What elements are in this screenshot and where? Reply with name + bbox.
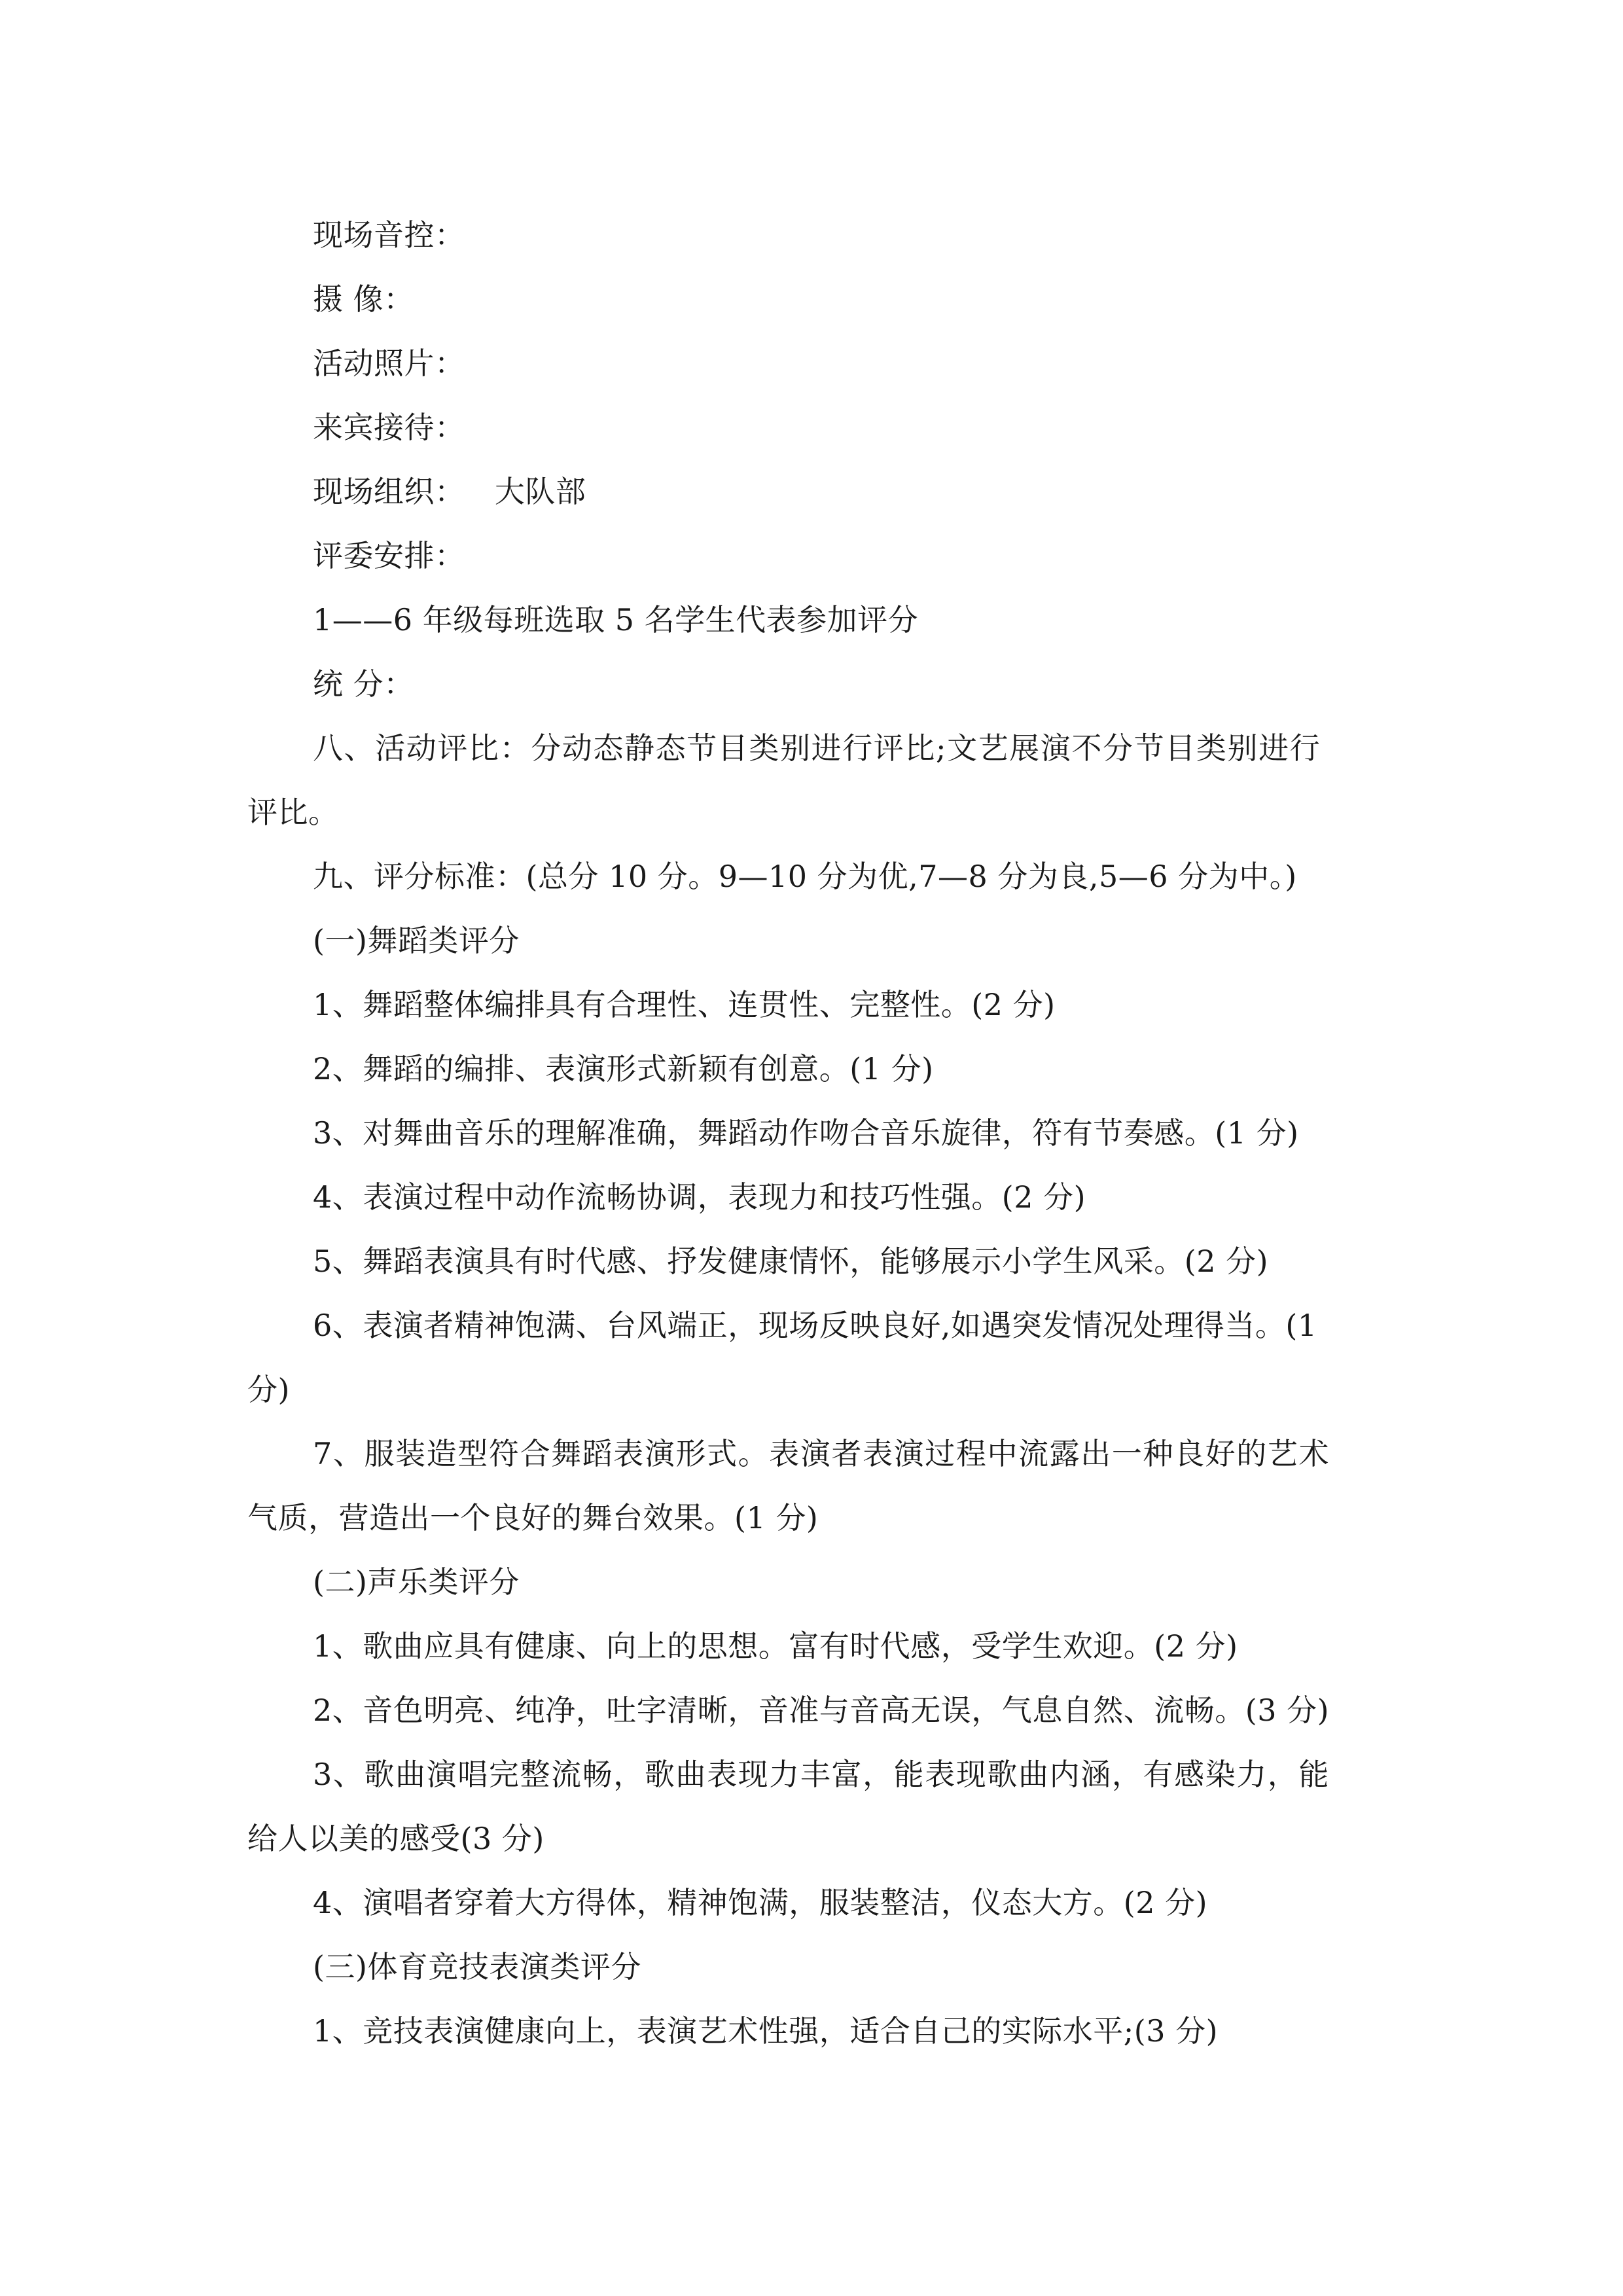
- vocal-criterion-4: 4、演唱者穿着大方得体，精神饱满，服装整洁，仪态大方。(2 分): [313, 1885, 1208, 1920]
- section-nine-heading: 九、评分标准：(总分 10 分。9—10 分为优,7—8 分为良,5—6 分为中。): [313, 859, 1297, 894]
- vocal-criterion-3: 3、歌曲演唱完整流畅，歌曲表现力丰富，能表现歌曲内涵，有感染力，能: [313, 1757, 1330, 1792]
- line-organization: 现场组织： 大队部: [313, 474, 586, 509]
- subsection-sports-title: (三)体育竞技表演类评分: [313, 1949, 641, 1984]
- line-audio-control: 现场音控：: [313, 217, 465, 253]
- dance-criterion-2: 2、舞蹈的编排、表演形式新颖有创意。(1 分): [313, 1051, 934, 1086]
- document-body: [247, 203, 1381, 2063]
- dance-criterion-7-continued: 气质，营造出一个良好的舞台效果。(1 分): [247, 1500, 819, 1535]
- sports-criterion-1: 1、竞技表演健康向上，表演艺术性强，适合自己的实际水平;(3 分): [313, 2013, 1219, 2049]
- line-photos: 活动照片：: [313, 346, 465, 381]
- line-scoring-tally: 统 分：: [313, 666, 414, 702]
- line-camera: 摄 像：: [313, 281, 414, 317]
- dance-criterion-6: 6、表演者精神饱满、台风端正，现场反映良好,如遇突发情况处理得当。(1: [313, 1308, 1317, 1343]
- dance-criterion-6-continued: 分): [247, 1372, 290, 1407]
- dance-criterion-5: 5、舞蹈表演具有时代感、抒发健康情怀，能够展示小学生风采。(2 分): [313, 1244, 1269, 1279]
- subsection-dance-title: (一)舞蹈类评分: [313, 923, 520, 958]
- dance-criterion-3: 3、对舞曲音乐的理解准确，舞蹈动作吻合音乐旋律，符有节奏感。(1 分): [313, 1115, 1299, 1151]
- line-reception: 来宾接待：: [313, 410, 465, 445]
- section-eight-continued: 评比。: [247, 795, 339, 830]
- dance-criterion-7: 7、服装造型符合舞蹈表演形式。表演者表演过程中流露出一种良好的艺术: [313, 1436, 1330, 1471]
- vocal-criterion-2: 2、音色明亮、纯净，吐字清晰，音准与音高无误，气息自然、流畅。(3 分): [313, 1693, 1330, 1728]
- vocal-criterion-3-continued: 给人以美的感受(3 分): [247, 1821, 544, 1856]
- section-eight-heading: 八、活动评比：分动态静态节目类别进行评比;文艺展演不分节目类别进行: [313, 730, 1321, 766]
- dance-criterion-4: 4、表演过程中动作流畅协调，表现力和技巧性强。(2 分): [313, 1179, 1086, 1215]
- line-judges: 评委安排：: [313, 538, 465, 573]
- vocal-criterion-1: 1、歌曲应具有健康、向上的思想。富有时代感，受学生欢迎。(2 分): [313, 1628, 1238, 1664]
- line-judges-detail: 1——6 年级每班选取 5 名学生代表参加评分: [313, 602, 919, 637]
- dance-criterion-1: 1、舞蹈整体编排具有合理性、连贯性、完整性。(2 分): [313, 987, 1056, 1022]
- subsection-vocal-title: (二)声乐类评分: [313, 1564, 520, 1600]
